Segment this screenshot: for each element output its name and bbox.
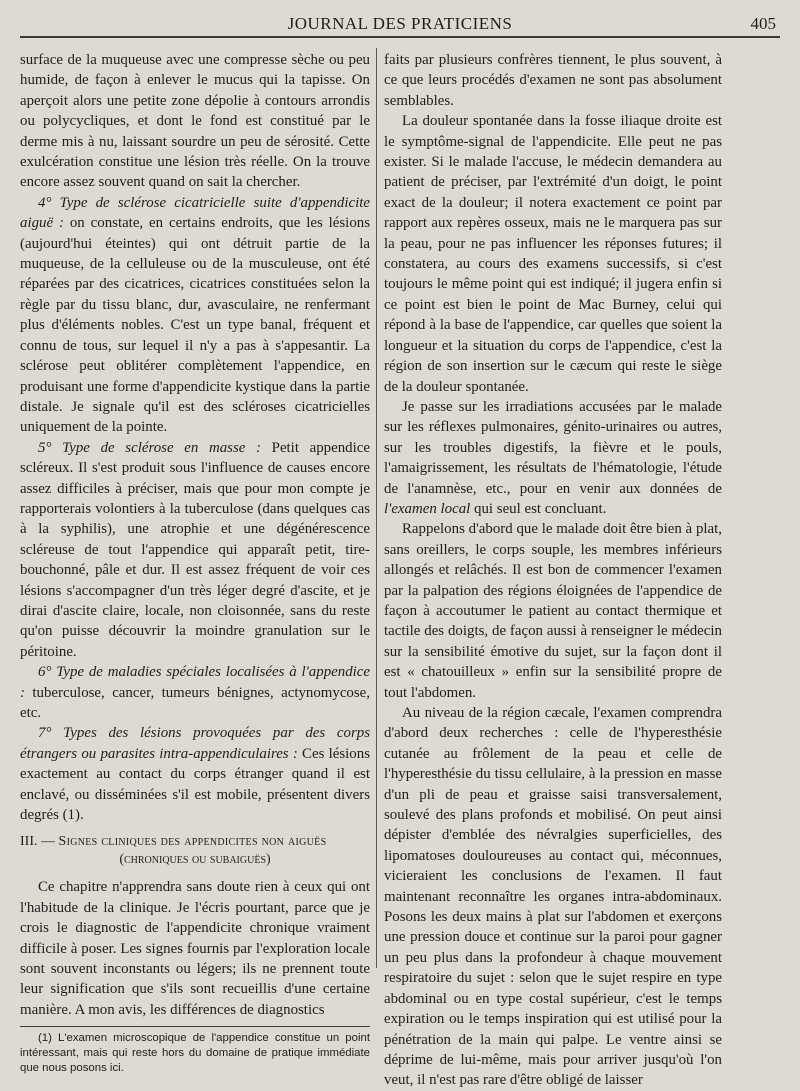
type-6-label: 6° Type de maladies spéciales localisées à l'appendice : — [20, 664, 370, 701]
right-column — [384, 50, 722, 1091]
paragraph-type-6 — [20, 662, 370, 723]
paragraph-text: Je passe sur les irradiations accusées par le malade sur les réflexes pulmonaires, génito-urinaires ou autres, sur les troubles digestifs, la fièvre et le pouls, l'amaigrissement, les résultats de l'hématologie, l'étude de l'anamnèse, etc., pour en venir aux données de — [384, 398, 722, 497]
paragraph: La douleur spontanée dans la fosse iliaque droite est le symptôme-signal de l'appendicite. Elle peut ne pas exister. Si le malade l'accuse, le médecin demandera au patient de préciser, par l'extrémité d'un doigt, le point exact de la douleur; il notera exactement ce point par rapport aux repères osseux, mais ne le marquera pas sur la peau, pour ne pas influencer les réponses futures; il constatera, au cours des examens successifs, si c'est toujours le même point qui est indiqué; il jugera enfin si ce point est bien le point de Mac Burney, celui qui répond à la base de l'appendice, car quelles que soient la longueur et la situation du corps de l'appendice, c'est la région de son insertion sur le cæcum qui reste le siège de la douleur spontanée. — [384, 113, 722, 395]
footnote: (1) L'examen microscopique de l'appendice constitue un point intéressant, mais qui reste hors du domaine de pratique immédiate que nous posons ici. — [20, 1032, 370, 1074]
type-5-text: Petit appendice scléreux. Il s'est produit sous l'influence de causes encore assez difficiles à préciser, mais que pour mon compte je rapporterais volontiers à la tuberculose (dans quelques cas à la syphilis), une atrophie et une dégénérescence scléreuse de tout l'appendice qui apparaît petit, tire-bouchonné, pâle et dur. Il est assez fréquent de voir ces lésions s'accompagner d'un très léger degré d'ascite, et je dirai d'ascite claire, locale, non cloisonnée, sans du reste qu'on puisse découvrir la moindre granulation sur le péritoine. — [20, 439, 370, 660]
paragraph — [384, 397, 722, 519]
footnote-rule — [20, 1026, 370, 1027]
type-4-label: 4° Type de sclérose cicatricielle suite d'appendicite aiguë : — [20, 194, 370, 232]
type-4-text: on constate, en certains endroits, que les lésions (aujourd'hui éteintes) qui ont détruit partie de la muqueuse, de la celluleuse ou de la musculeuse, ont été réparées par des cicatrices, cicatrices constituées selon la règle par du tissu blanc, dur, avasculaire, ne renfermant plus d'éléments nobles. C'est un type banal, fréquent et connu de tous, sur lequel il n'y a pas à s'appesantir. La sclérose peut oblitérer complètement l'appendice, en produisant une forme d'appendicite kystique dans la partie distale. Je signale qu'il est des scléroses cicatricielles uniquement de la pointe. — [20, 215, 371, 436]
section-subtitle: (chroniques ou subaiguës) — [119, 852, 271, 868]
section-heading — [20, 833, 370, 869]
paragraph: Rappelons d'abord que le malade doit être bien à plat, sans oreillers, le corps souple, les membres inférieurs allongés et relâchés. Il est bon de commencer l'examen par la palpation des régions éloignées de l'appendice de façon à accoutumer le patient au contact thermique et tactile des doigts, de façon aussi à renseigner le médecin sur la sensibilité émotive du sujet, sur la façon dont il est « chatouilleux » enfin sur la sensibilité propre de tout l'abdomen. — [384, 521, 722, 701]
section-title: Signes cliniques des appendicites non aiguës — [58, 834, 327, 850]
paragraph: surface de la muqueuse avec une compresse sèche ou peu humide, de façon à enlever le mucus qui la tapisse. On aperçoit alors une petite zone dépolie à contours arrondis ou polycycliques, et dont le fond est constitué par le derme mis à nu, laissant sourdre un peu de sérosité. Cette exulcération constitue une lésion très réelle. On la trouve encore assez souvent quand on sait la chercher. — [20, 52, 370, 191]
paragraph: faits par plusieurs confrères tiennent, le plus souvent, à ce que leurs procédés d'examen ne sont pas absolument semblables. — [384, 52, 722, 109]
paragraph-type-5 — [20, 438, 370, 662]
page-number: 405 — [750, 14, 776, 33]
section-number: III. — — [20, 834, 59, 850]
paragraph-text-end: qui seul est concluant. — [470, 500, 607, 517]
italic-phrase: l'examen local — [384, 500, 471, 517]
paragraph: Au niveau de la région cæcale, l'examen comprendra d'abord deux recherches : celle de l'hyperesthésie cutanée au frôlement de la peau et celle de l'hyperesthésie du tissu cellulaire, à la pression en masse d'un pli de peau et graisse saisi transversalement, soulevé des plans profonds et mobilisé. On peut ainsi dépister d'emblée des névralgies superficielles, des lipomatoses douloureuses au contact qui, méconnues, vicieraient les conclusions de l'examen. Il faut maintenant reconnaître les organes intra-abdominaux. Posons les deux mains à plat sur l'abdomen et exerçons une pression douce et continue sur la paroi pour gagner un peu plus dans la profondeur à chaque mouvement respiratoire du sujet : selon que le sujet respire en type abdominal ou en type costal supérieur, c'est le temps expiration ou le temps inspiration qui est utilisé pour la pénétration de la main qui palpe. Le ventre ainsi se déprime de lui-même, mais pour arriver jusqu'où l'on veut, il n'est pas rare d'être obligé de laisser — [384, 705, 722, 1089]
column-divider — [376, 48, 377, 968]
journal-title: JOURNAL DES PRATICIENS — [287, 14, 513, 33]
left-column — [20, 50, 370, 1076]
paragraph-type-4 — [20, 193, 370, 438]
type-7-text: Ces lésions exactement au contact du corps étranger quand il est enclavé, ou disséminées s'il est mobile, présentent divers degrés (1). — [20, 745, 370, 824]
paragraph-type-7 — [20, 723, 370, 825]
running-header — [20, 10, 780, 38]
type-5-label: 5° Type de sclérose en masse : — [38, 439, 261, 456]
paragraph: Ce chapitre n'apprendra sans doute rien à ceux qui ont l'habitude de la clinique. Je l'écris pourtant, parce que je crois le diagnostic de l'appendicite chronique vraiment difficile à poser. Les signes fournis par l'exploration locale sont souvent inconstants ou légers; ils ne prennent toute leur signification que s'ils sont recueillis d'une certaine manière. A mon avis, les différences de diagnostics — [20, 879, 370, 1018]
type-6-text: tuberculose, cancer, tumeurs bénignes, actynomycose, etc. — [20, 684, 370, 721]
type-7-label: 7° Types des lésions provoquées par des corps étrangers ou parasites intra-appendiculaires : — [20, 725, 370, 762]
